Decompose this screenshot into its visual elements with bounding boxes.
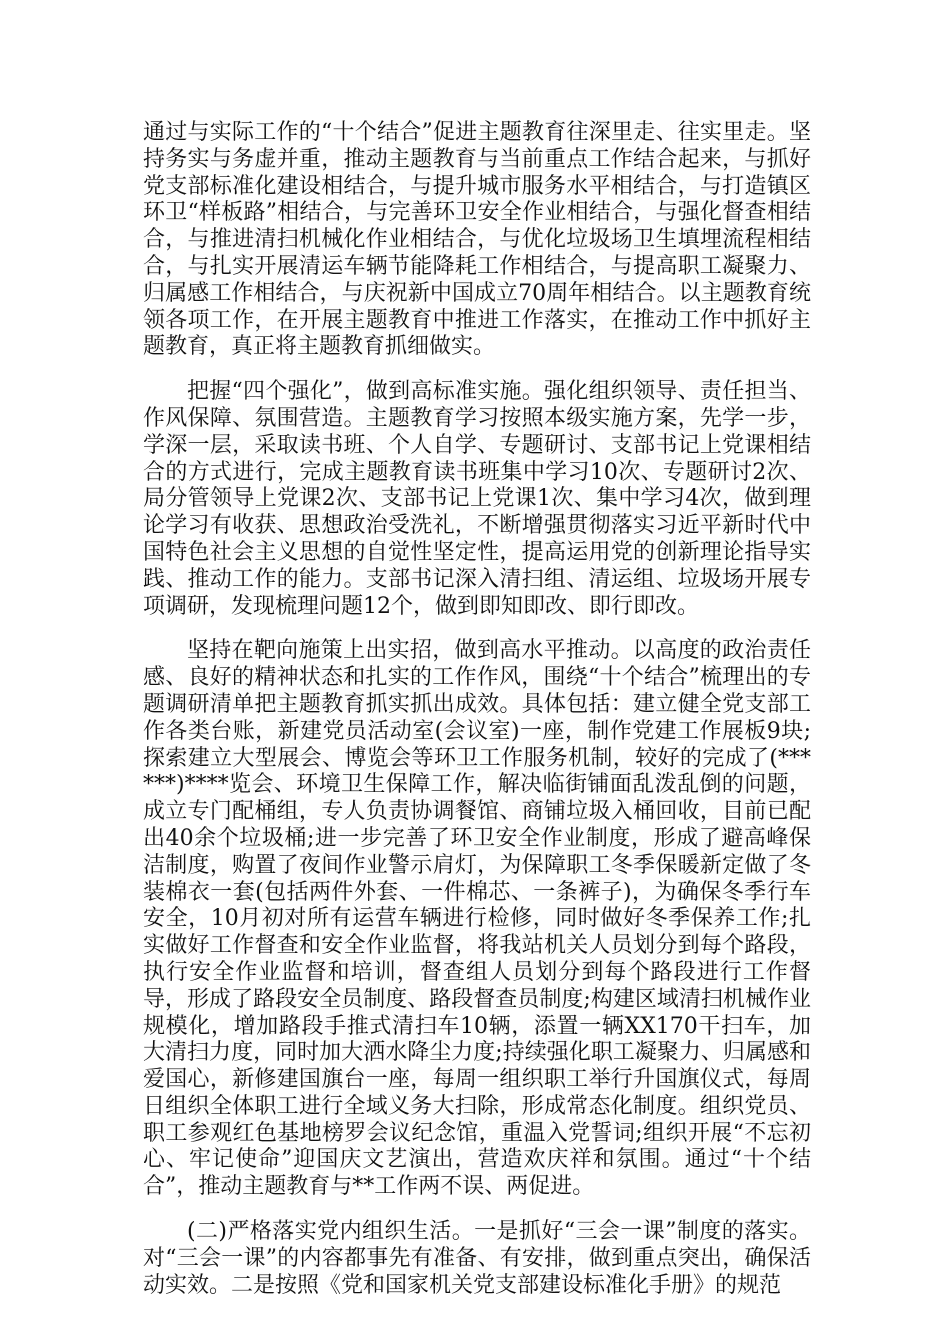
paragraph-party-organization-life: (二)严格落实党内组织生活。一是抓好“三会一课”制度的落实。对“三会一课”的内容都事先有准备、有安排，做到重点突出，确保活动实效。二是按照《党和国家机关党支部建设标准化手册》的规范 [143, 1219, 811, 1298]
paragraph-four-strengthenings: 把握“四个强化”，做到高标准实施。强化组织领导、责任担当、作风保障、氛围营造。主题教育学习按照本级实施方案，先学一步，学深一层，采取读书班、个人自学、专题研讨、支部书记上党课相结合的方式进行，完成主题教育读书班集中学习10次、专题研讨2次、局分管领导上党课2次、支部书记上党课1次、集中学习4次，做到理论学习有收获、思想政治受洗礼，不断增强贯彻落实习近平新时代中国特色社会主义思想的自觉性坚定性，提高运用党的创新理论指导实践、推动工作的能力。支部书记深入清扫组、清运组、垃圾场开展专项调研，发现梳理问题12个，做到即知即改、即行即改。 [143, 379, 811, 619]
paragraph-ten-combinations: 通过与实际工作的“十个结合”促进主题教育往深里走、往实里走。坚持务实与务虚并重，推动主题教育与当前重点工作结合起来，与抓好党支部标准化建设相结合，与提升城市服务水平相结合，与打造镇区环卫“样板路”相结合，与完善环卫安全作业相结合，与强化督查相结合，与推进清扫机械化作业相结合，与优化垃圾场卫生填埋流程相结合，与扎实开展清运车辆节能降耗工作相结合，与提高职工凝聚力、归属感工作相结合，与庆祝新中国成立70周年相结合。以主题教育统领各项工作，在开展主题教育中推进工作落实，在推动工作中抓好主题教育，真正将主题教育抓细做实。 [143, 120, 811, 360]
paragraph-targeted-measures: 坚持在靶向施策上出实招，做到高水平推动。以高度的政治责任感、良好的精神状态和扎实的工作作风，围绕“十个结合”梳理出的专题调研清单把主题教育抓实抓出成效。具体包括：建立健全党支部工作各类台账，新建党员活动室(会议室)一座，制作党建工作展板9块;探索建立大型展会、博览会等环卫工作服务机制，较好的完成了(******)****览会、环境卫生保障工作，解决临街铺面乱泼乱倒的问题，成立专门配桶组，专人负责协调餐馆、商铺垃圾入桶回收，目前已配出40余个垃圾桶;进一步完善了环卫安全作业制度，形成了避高峰保洁制度，购置了夜间作业警示肩灯，为保障职工冬季保暖新定做了冬装棉衣一套(包括两件外套、一件棉芯、一条裤子)，为确保冬季行车安全，10月初对所有运营车辆进行检修，同时做好冬季保养工作;扎实做好工作督查和安全作业监督，将我站机关人员划分到每个路段，执行安全作业监督和培训，督查组人员划分到每个路段进行工作督导，形成了路段安全员制度、路段督查员制度;构建区域清扫机械作业规模化，增加路段手推式清扫车10辆，添置一辆XX170干扫车，加大清扫力度，同时加大洒水降尘力度;持续强化职工凝聚力、归属感和爱国心，新修建国旗台一座，每周一组织职工举行升国旗仪式，每周日组织全体职工进行全域义务大扫除，形成常态化制度。组织党员、职工参观红色基地榜罗会议纪念馆，重温入党誓词;组织开展“不忘初心、牢记使命”迎国庆文艺演出，营造欢庆祥和氛围。通过“十个结合”，推动主题教育与**工作两不误、两促进。 [143, 638, 811, 1200]
document-body [143, 120, 811, 1299]
